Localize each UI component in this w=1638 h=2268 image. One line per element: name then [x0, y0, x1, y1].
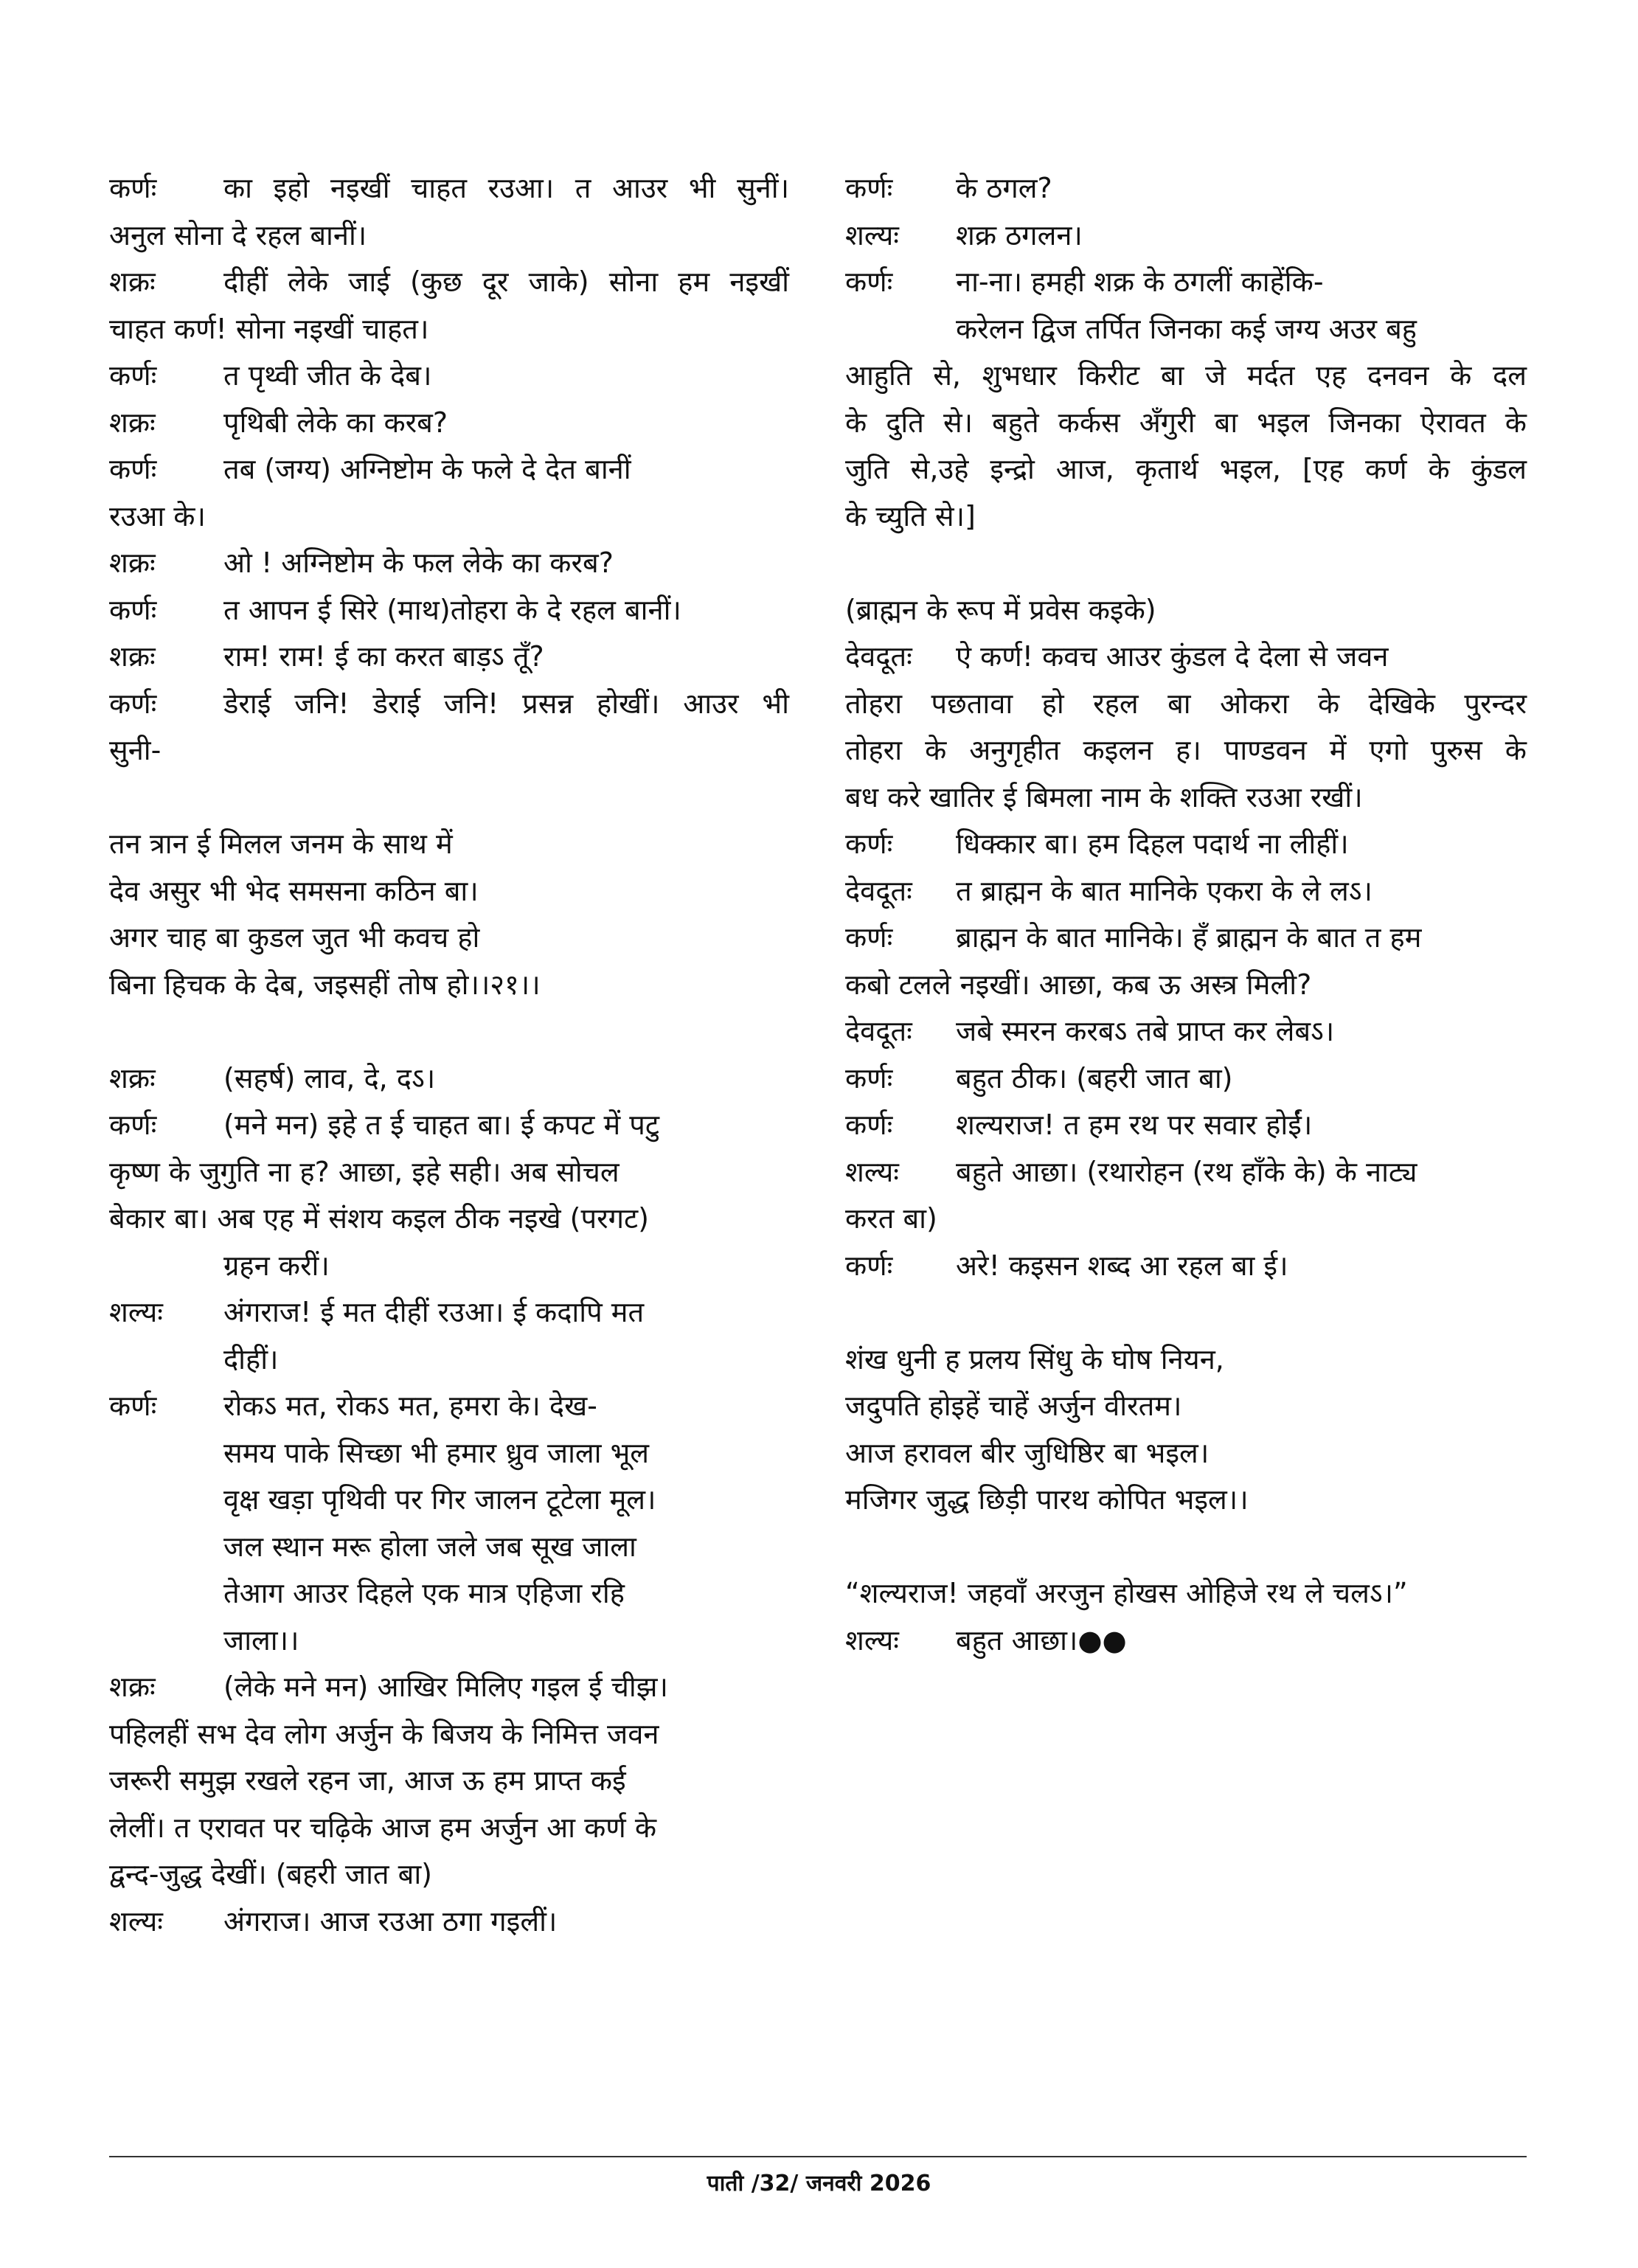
text-line: कबो टलले नइखीं। आछा, कब ऊ अस्त्र मिली? [845, 968, 1312, 1001]
spacer [845, 1524, 1527, 1571]
speaker-label: शल्यः [845, 1623, 899, 1657]
text-line: के दुति से। बहुते कर्कस अँगुरी बा भइल जिनका ऐरावत के [845, 406, 1527, 439]
dialogue-line [109, 1055, 789, 1103]
dialogue-line [109, 1289, 789, 1336]
dialogue-line [845, 634, 1527, 681]
dialogue-text: धिक्कार बा। हम दिहल पदार्थ ना लीहीं। [956, 828, 1349, 860]
speaker-label: शल्यः [845, 1155, 899, 1188]
dialogue-text: दीहीं लेके जाई (कुछ दूर जाके) सोना हम नइखीं [223, 266, 789, 298]
speaker-label: कर्णः [109, 1390, 157, 1422]
dialogue-text: (सहर्ष) लाव, दे, दऽ। [223, 1061, 436, 1095]
dialogue-text: पृथिबी लेके का करब? [223, 406, 448, 439]
verse-line: जाला।। [223, 1623, 299, 1657]
right-column [845, 165, 1527, 1664]
spacer [845, 540, 1527, 587]
dialogue-line [845, 915, 1527, 962]
speaker-label: शल्यः [109, 1296, 163, 1328]
dialogue-text: त पृथ्वी जीत के देब। [223, 359, 432, 392]
poem-line: बिना हिचक के देब, जइसहीं तोष हो।।२१।। [109, 968, 541, 1001]
speaker-label: देवदूतः [845, 640, 912, 673]
dialogue-text: त आपन ई सिरे (माथ)तोहरा के दे रहल बानीं। [223, 593, 681, 626]
dialogue-text: के ठगल? [956, 172, 1052, 204]
dialogue-line [109, 446, 789, 493]
dialogue-line [109, 353, 789, 400]
dialogue-line [845, 1102, 1527, 1149]
dialogue-text: (मने मन) इहे त ई चाहत बा। ई कपट में पटु [223, 1109, 660, 1141]
text-line: जुति से,उहे इन्द्रो आज, कृतार्थ भइल, [एह कर्ण के कुंडल [845, 453, 1527, 485]
text-line: अनुल सोना दे रहल बानीं। [109, 218, 367, 252]
dialogue-line [109, 400, 789, 447]
dialogue-line [109, 681, 789, 728]
dialogue-line [845, 259, 1527, 306]
speaker-label: शक्रः [109, 1061, 156, 1095]
text-line: सुनी- [109, 734, 162, 766]
dialogue-text: अंगराज! ई मत दीहीं रउआ। ई कदापि मत [223, 1296, 645, 1328]
dialogue-text: ऐ कर्ण! कवच आउर कुंडल दे देला से जवन [956, 640, 1389, 673]
dialogue-text: डेराई जनि! डेराई जनि! प्रसन्न होखीं। आउर भी [223, 687, 789, 720]
text-line: कृष्ण के जुगुति ना ह? आछा, इहे सही। अब सोचल [109, 1155, 620, 1188]
dialogue-text: बहुत आछा।●● [956, 1623, 1127, 1657]
left-column [109, 165, 789, 1945]
dialogue-text: शल्यराज! त हम रथ पर सवार होईं। [956, 1109, 1313, 1141]
dialogue-text: बहुते आछा। (रथारोहन (रथ हाँके के) के नाट्य [956, 1155, 1417, 1188]
speaker-label: शक्रः [109, 406, 156, 439]
dialogue-line [845, 1008, 1527, 1055]
speaker-label: कर्णः [109, 687, 157, 720]
text-line: बध करे खातिर ई बिमला नाम के शक्ति रउआ रखीं। [845, 780, 1363, 814]
spacer [109, 1008, 789, 1055]
verse-line: तेआग आउर दिहले एक मात्र एहिजा रहि [223, 1577, 625, 1609]
text-line: के च्युति से।] [845, 499, 976, 533]
speaker-label: कर्णः [109, 172, 157, 204]
text-line: रउआ के। [109, 499, 206, 533]
dialogue-text: ना-ना। हमही शक्र के ठगलीं काहेंकि- [956, 266, 1324, 298]
speaker-label: शल्यः [109, 1904, 163, 1938]
dialogue-line [845, 1617, 1527, 1665]
footer-divider [109, 2156, 1527, 2157]
dialogue-line [845, 868, 1527, 915]
dialogue-line [109, 587, 789, 634]
text-line: बेकार बा। अब एह में संशय कइल ठीक नइखे (परगट) [109, 1202, 649, 1235]
speaker-label: कर्णः [845, 828, 893, 860]
dialogue-line [845, 1149, 1527, 1196]
text-line: जरूरी समुझ रखले रहन जा, आज ऊ हम प्राप्त कई [109, 1764, 626, 1797]
dialogue-text: का इहो नइखीं चाहत रउआ। त आउर भी सुनीं। [223, 172, 789, 204]
text-line: करेलन द्विज तर्पित जिनका कई जग्य अउर बहु [956, 312, 1417, 345]
speaker-label: कर्णः [109, 453, 157, 485]
dialogue-text: अरे! कइसन शब्द आ रहल बा ई। [956, 1249, 1288, 1282]
speaker-label: कर्णः [109, 359, 157, 392]
dialogue-line [109, 1664, 789, 1711]
verse-line: समय पाके सिच्छा भी हमार ध्रुव जाला भूल [223, 1436, 650, 1469]
speaker-label: कर्णः [845, 921, 893, 954]
dialogue-text: जबे स्मरन करबऽ तबे प्राप्त कर लेबऽ। [956, 1015, 1335, 1047]
text-line: लेलीं। त एरावत पर चढ़िके आज हम अर्जुन आ कर्ण के [109, 1811, 657, 1844]
dialogue-text: (लेके मने मन) आखिर मिलिए गइल ई चीझ। [223, 1671, 668, 1703]
speaker-label: कर्णः [845, 266, 893, 298]
speaker-label: कर्णः [845, 172, 893, 204]
verse-line: जल स्थान मरू होला जले जब सूख जाला [223, 1530, 636, 1563]
poem-line: अगर चाह बा कुडल जुत भी कवच हो [109, 921, 480, 954]
dialogue-text: शक्र ठगलन। [956, 218, 1083, 252]
page-footer: पाती /32/ जनवरी 2026 [707, 2171, 931, 2196]
dialogue-line [109, 1383, 789, 1430]
spacer [109, 774, 789, 822]
speaker-label: कर्णः [845, 1249, 893, 1282]
speaker-label: शक्रः [109, 640, 156, 673]
text-line: दीहीं। [223, 1342, 279, 1376]
speaker-label: शल्यः [845, 218, 899, 252]
dialogue-line [109, 540, 789, 587]
quote-line: “शल्यराज! जहवाँ अरजुन होखस ओहिजे रथ ले चलऽ।” [845, 1577, 1408, 1609]
dialogue-text: त ब्राह्मन के बात मानिके एकरा के ले लऽ। [956, 874, 1372, 907]
poem-line: शंख धुनी ह प्रलय सिंधु के घोष नियन, [845, 1342, 1224, 1376]
text-line: तोहरा पछतावा हो रहल बा ओकरा के देखिके पुरन्दर [845, 687, 1527, 720]
speaker-label: देवदूतः [845, 874, 912, 907]
spacer [845, 1289, 1527, 1336]
dialogue-line [845, 821, 1527, 868]
poem-line: मजिगर जुद्ध छिड़ी पारथ कोपित भइल।। [845, 1483, 1249, 1516]
dialogue-text: ओ ! अग्निष्टोम के फल लेके का करब? [223, 547, 614, 579]
dialogue-line [109, 1898, 789, 1946]
dialogue-line [109, 1102, 789, 1149]
dialogue-line [109, 165, 789, 212]
speaker-label: कर्णः [845, 1109, 893, 1141]
stage-direction: (ब्राह्मन के रूप में प्रवेस कइके) [845, 593, 1156, 626]
dialogue-line [845, 165, 1527, 212]
speaker-label: कर्णः [845, 1061, 893, 1095]
dialogue-line [845, 1055, 1527, 1103]
dialogue-line [109, 259, 789, 306]
poem-line: देव असुर भी भेद समसना कठिन बा। [109, 874, 479, 907]
speaker-label: शक्रः [109, 547, 156, 579]
verse-line: वृक्ष खड़ा पृथिवी पर गिर जालन टूटेला मूल। [223, 1483, 656, 1516]
speaker-label: शक्रः [109, 266, 156, 298]
speaker-label: देवदूतः [845, 1015, 912, 1047]
dialogue-line [109, 634, 789, 681]
text-line: पहिलहीं सभ देव लोग अर्जुन के बिजय के निमित्त जवन [109, 1717, 659, 1750]
dialogue-text: बहुत ठीक। (बहरी जात बा) [956, 1061, 1233, 1095]
poem-line: आज हरावल बीर जुधिष्ठिर बा भइल। [845, 1436, 1210, 1469]
dialogue-line [845, 1243, 1527, 1290]
dialogue-line [845, 212, 1527, 260]
text-line: ग्रहन करीं। [223, 1249, 330, 1282]
dialogue-text: रोकऽ मत, रोकऽ मत, हमरा के। देख- [223, 1390, 597, 1422]
text-line: करत बा) [845, 1202, 937, 1235]
speaker-label: कर्णः [109, 593, 157, 626]
dialogue-text: अंगराज। आज रउआ ठगा गइलीं। [223, 1904, 558, 1938]
text-line: चाहत कर्ण! सोना नइखीं चाहत। [109, 312, 429, 345]
dialogue-text: ब्राह्मन के बात मानिके। हँ ब्राह्मन के बात त हम [956, 921, 1422, 954]
poem-line: तन त्रान ई मिलल जनम के साथ में [109, 828, 453, 860]
text-line: द्वन्द-जुद्ध देखीं। (बहरी जात बा) [109, 1858, 433, 1890]
speaker-label: शक्रः [109, 1671, 156, 1703]
text-line: तोहरा के अनुगृहीत कइलन ह। पाण्डवन में एगो पुरुस के [845, 734, 1527, 766]
speaker-label: कर्णः [109, 1109, 157, 1141]
dialogue-text: राम! राम! ई का करत बाड़ऽ तूँ? [223, 640, 544, 673]
text-line: आहुति से, शुभधार किरीट बा जे मर्दत एह दनवन के दल [845, 359, 1527, 392]
dialogue-text: तब (जग्य) अग्निष्टोम के फले दे देत बानीं [223, 453, 631, 485]
poem-line: जदुपति होइहें चाहें अर्जुन वीरतम। [845, 1390, 1182, 1422]
